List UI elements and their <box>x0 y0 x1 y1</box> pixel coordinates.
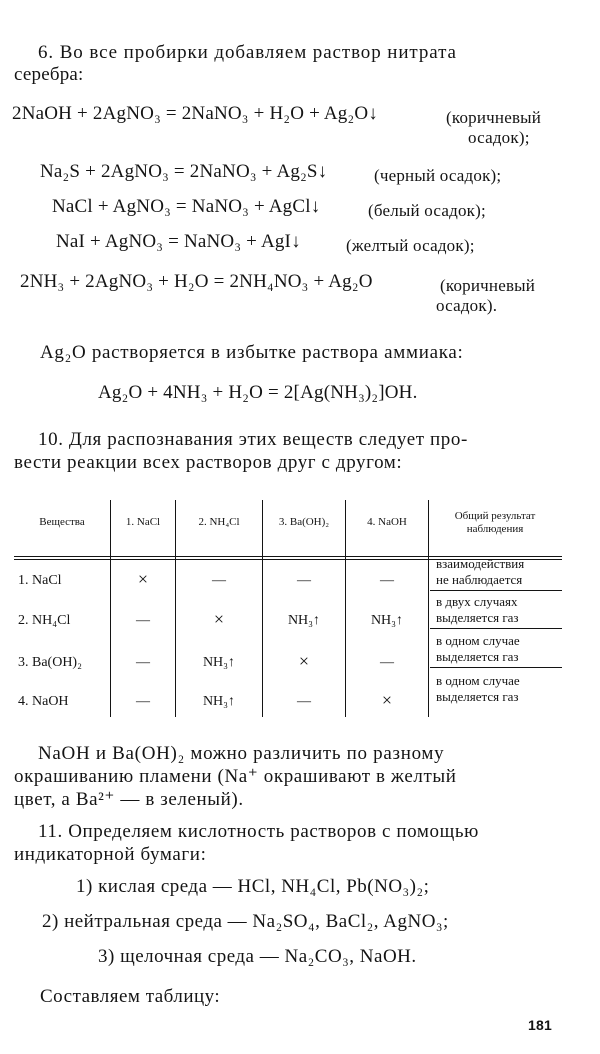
row-result: выделяется газ <box>436 689 519 704</box>
table-header: Вещества <box>39 516 85 528</box>
row-result: не наблюдается <box>436 572 523 587</box>
section6-intro-line1: 6. Во все пробирки добавляем раствор нитрата <box>38 42 457 63</box>
table-cell: NH₃↑ <box>202 655 236 670</box>
section10-line1: 10. Для распознавания этих веществ следует про- <box>38 429 468 450</box>
table-cell: NH₃↑ <box>370 613 404 628</box>
section11-line2: индикаторной бумаги: <box>14 844 207 865</box>
section10-line2: вести реакции всех растворов друг с другом: <box>14 452 403 473</box>
table-cell: — <box>380 573 394 588</box>
distinguish-line2: окрашиванию пламени (Na⁺ окрашивают в желтый <box>14 766 457 787</box>
distinguish-line1: NaOH и Ba(OH)₂ можно различить по разному <box>38 743 445 764</box>
cross-mark: × <box>137 569 149 589</box>
reaction-equation: NaI + AgNO₃ = NaNO₃ + AgI↓ <box>56 231 301 252</box>
reaction-note: (желтый осадок); <box>346 236 475 255</box>
reaction-note: осадок); <box>468 128 530 147</box>
cross-mark: × <box>381 690 393 710</box>
row-result: в одном случае <box>436 673 520 688</box>
reaction-note: (коричневый <box>440 276 536 295</box>
table-rule <box>345 500 346 717</box>
table-header: Общий результат наблюдения <box>454 510 536 535</box>
row-result: выделяется газ <box>436 610 519 625</box>
reaction-note: осадок). <box>436 296 498 315</box>
row-substance: 4. NaOH <box>18 694 69 709</box>
row-result: в двух случаях <box>436 594 518 609</box>
section11-line1: 11. Определяем кислотность растворов с помощью <box>38 821 479 842</box>
table-rule <box>430 667 562 668</box>
table-rule <box>430 628 562 629</box>
acidity-item: 3) щелочная среда — Na₂CO₃, NaOH. <box>98 946 417 967</box>
acidity-item: 2) нейтральная среда — Na₂SO₄, BaCl₂, AgNO₃; <box>42 911 449 932</box>
table-cell: — <box>212 573 226 588</box>
table-header: 3. Ba(OH)₂ <box>278 516 330 528</box>
table-header: 1. NaCl <box>125 516 161 528</box>
table-cell: NH₃↑ <box>202 694 236 709</box>
cross-mark: × <box>298 651 310 671</box>
reaction-equation: NaCl + AgNO₃ = NaNO₃ + AgCl↓ <box>52 196 321 217</box>
row-substance: 3. Ba(OH)₂ <box>18 655 82 670</box>
table-header: 2. NH₄Cl <box>198 516 240 528</box>
section11-footer: Составляем таблицу: <box>40 986 221 1007</box>
row-result: выделяется газ <box>436 649 519 664</box>
table-cell: — <box>297 694 311 709</box>
table-rule <box>262 500 263 717</box>
reaction-note: (черный осадок); <box>374 166 502 185</box>
table-cell: NH₃↑ <box>287 613 321 628</box>
table-cell: — <box>136 613 150 628</box>
table-rule <box>110 500 111 717</box>
table-rule <box>175 500 176 717</box>
ag2o-equation: Ag₂O + 4NH₃ + H₂O = 2[Ag(NH₃)₂]OH. <box>98 382 418 403</box>
section6-intro-line2: серебра: <box>14 64 84 85</box>
table-cell: — <box>136 655 150 670</box>
table-rule <box>428 500 429 717</box>
table-cell: — <box>136 694 150 709</box>
reaction-equation: 2NH₃ + 2AgNO₃ + H₂O = 2NH₄NO₃ + Ag₂O <box>20 271 373 292</box>
reaction-note: (белый осадок); <box>368 201 486 220</box>
cross-mark: × <box>213 609 225 629</box>
table-header: 4. NaOH <box>367 516 407 528</box>
acidity-item: 1) кислая среда — HCl, NH₄Cl, Pb(NO₃)₂; <box>76 876 430 897</box>
row-result: взаимодействия <box>436 556 525 571</box>
table-cell: — <box>380 655 394 670</box>
reaction-equation: Na₂S + 2AgNO₃ = 2NaNO₃ + Ag₂S↓ <box>40 161 328 182</box>
row-substance: 1. NaCl <box>18 573 62 588</box>
distinguish-line3: цвет, а Ba²⁺ — в зеленый). <box>14 789 244 810</box>
table-cell: — <box>297 573 311 588</box>
ag2o-text: Ag₂O растворяется в избытке раствора аммиака: <box>40 342 464 363</box>
reaction-note: (коричневый <box>446 108 542 127</box>
row-result: в одном случае <box>436 633 520 648</box>
page-number: 181 <box>528 1017 552 1033</box>
reaction-equation: 2NaOH + 2AgNO₃ = 2NaNO₃ + H₂O + Ag₂O↓ <box>12 103 378 124</box>
row-substance: 2. NH₄Cl <box>18 613 71 628</box>
table-rule <box>430 590 562 591</box>
